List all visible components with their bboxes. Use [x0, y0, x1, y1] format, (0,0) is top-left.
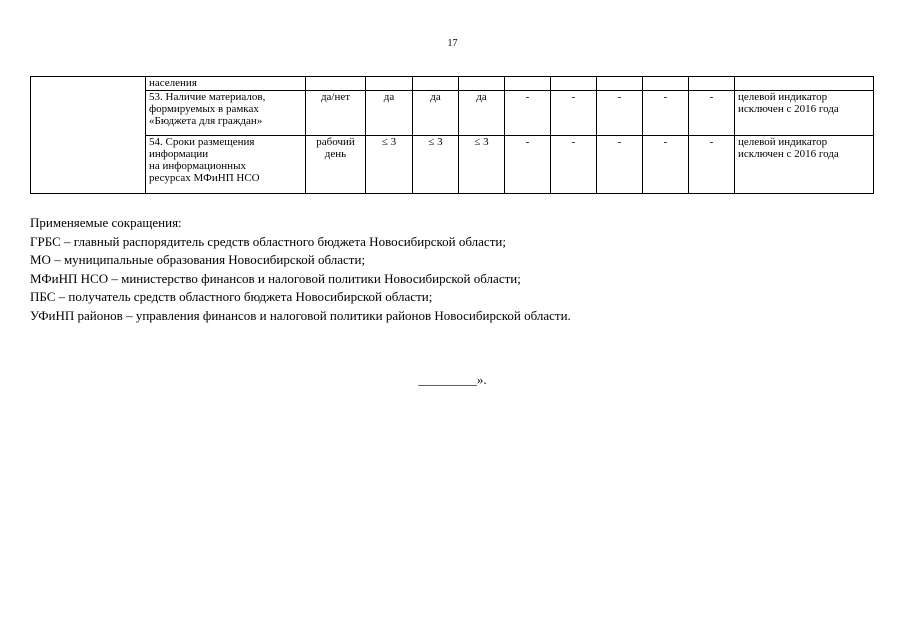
- abbreviation-item: УФиНП районов – управления финансов и налоговой политики районов Новосибирской области.: [30, 307, 571, 323]
- abbreviation-item: МО – муниципальные образования Новосибирской области;: [30, 252, 366, 267]
- value-cell: [459, 77, 505, 91]
- value-cell: [505, 77, 551, 91]
- unit-cell: да/нет: [306, 91, 366, 136]
- value-cell: [689, 77, 735, 91]
- note-cell: целевой индикатор исключен с 2016 года: [735, 136, 874, 194]
- note-cell: целевой индикатор исключен с 2016 года: [735, 91, 874, 136]
- value-cell: -: [597, 91, 643, 136]
- value-cell: -: [689, 91, 735, 136]
- closing-text: _________».: [418, 372, 487, 387]
- value-cell: -: [551, 136, 597, 194]
- table-row: [31, 136, 874, 194]
- value-cell: [366, 77, 413, 91]
- goal-cell: [31, 77, 146, 194]
- value-cell: [643, 77, 689, 91]
- value-cell: -: [505, 136, 551, 194]
- value-cell: ≤ 3: [459, 136, 505, 194]
- value-cell: [413, 77, 459, 91]
- value-cell: да: [459, 91, 505, 136]
- value-cell: да: [366, 91, 413, 136]
- abbreviation-item: ПБС – получатель средств областного бюджета Новосибирской области;: [30, 289, 433, 304]
- value-cell: -: [689, 136, 735, 194]
- value-cell: -: [643, 136, 689, 194]
- abbreviation-item: ГРБС – главный распорядитель средств областного бюджета Новосибирской области;: [30, 233, 506, 249]
- value-cell: ≤ 3: [413, 136, 459, 194]
- value-cell: -: [505, 91, 551, 136]
- abbreviation-item: МФиНП НСО – министерство финансов и налоговой политики Новосибирской области;: [30, 270, 521, 286]
- value-cell: да: [413, 91, 459, 136]
- note-cell: [735, 77, 874, 91]
- closing-mark: [0, 372, 905, 388]
- unit-cell: [306, 77, 366, 91]
- value-cell: -: [643, 91, 689, 136]
- indicator-description: населения: [146, 77, 306, 91]
- value-cell: [551, 77, 597, 91]
- value-cell: ≤ 3: [366, 136, 413, 194]
- table-row: [31, 91, 874, 136]
- indicator-description: 53. Наличие материалов, формируемых в рамках «Бюджета для граждан»: [146, 91, 306, 136]
- value-cell: [597, 77, 643, 91]
- table-row: [31, 77, 874, 91]
- indicator-description: 54. Сроки размещения информации на информационных ресурсах МФиНП НСО: [146, 136, 306, 194]
- value-cell: -: [597, 136, 643, 194]
- unit-cell: рабочий день: [306, 136, 366, 194]
- value-cell: -: [551, 91, 597, 136]
- indicators-table: [30, 76, 874, 194]
- abbreviations-heading: Применяемые сокращения:: [30, 215, 182, 230]
- page-number: 17: [447, 38, 458, 49]
- abbreviations-block: [30, 214, 870, 325]
